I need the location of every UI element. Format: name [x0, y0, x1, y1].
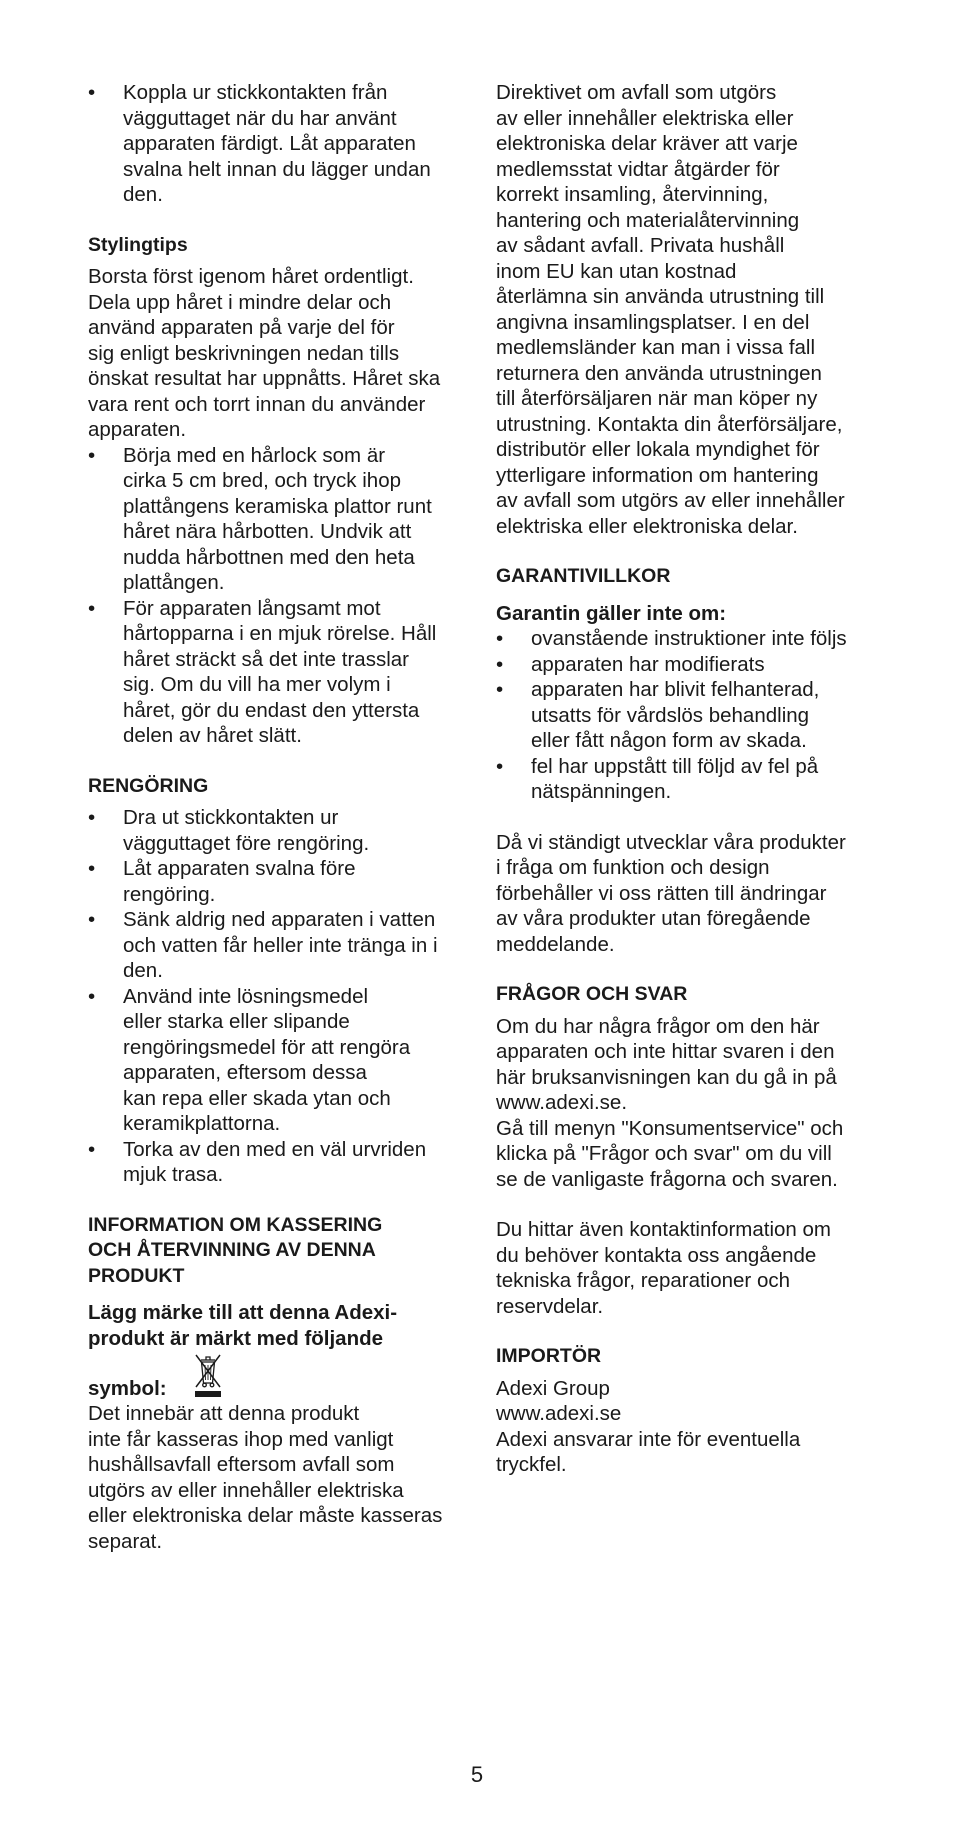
right-column: [496, 80, 876, 1478]
list-item-text: Låt apparaten svalna före rengöring.: [123, 857, 356, 906]
bullet-glyph: •: [496, 754, 504, 778]
list-item-text: Dra ut stickkontakten ur vägguttaget före rengöring.: [123, 806, 370, 855]
list-item-text: För apparaten långsamt mot hårtopparna i en mjuk rörelse. Håll håret sträckt så det inte trasslar sig. Om du vill ha mer volym i håret, gör du endast den yttersta delen av håret slätt.: [123, 596, 437, 747]
crossed-out-wheelie-bin-icon: [192, 1351, 224, 1399]
list-item-text: fel har uppstått till följd av fel på nätspänningen.: [531, 754, 819, 803]
list-item-text: Börja med en hårlock som är cirka 5 cm bred, och tryck ihop plattångens keramiska plattor runt håret nära hårbotten. Undvik att nudda hårbottnen med den heta plattången.: [123, 443, 432, 594]
list-item: [88, 856, 468, 907]
list-item: [88, 596, 468, 749]
list-item: [88, 443, 468, 596]
cleaning-heading: RENGÖRING: [88, 774, 209, 797]
list-item-text: Använd inte lösningsmedel eller starka eller slipande rengöringsmedel för att rengöra apparaten, eftersom dessa kan repa eller skada ytan och keramikplattorna.: [123, 984, 411, 1135]
list-item-text: Torka av den med en väl urvriden mjuk trasa.: [123, 1137, 427, 1186]
cleaning-bullet-list: [88, 805, 468, 1188]
bullet-glyph: •: [496, 627, 504, 650]
warranty-heading: GARANTIVILLKOR: [496, 565, 671, 587]
symbol-line: [88, 1351, 468, 1401]
bullet-glyph: •: [88, 857, 96, 880]
bullet-glyph: •: [88, 908, 96, 931]
faq-contact-text: Du hittar även kontaktinformation om du behöver kontakta oss angående tekniska frågor, reparationer och reservdelar.: [496, 1218, 831, 1318]
left-column: [88, 80, 468, 1554]
bullet-glyph: •: [88, 596, 96, 620]
disposal-heading: INFORMATION OM KASSERING OCH ÅTERVINNING AV DENNA PRODUKT: [88, 1213, 383, 1287]
intro-bullet-list: [88, 80, 468, 208]
disposal-text: Det innebär att denna produkt inte får kasseras ihop med vanligt hushållsavfall eftersom avfall som utgörs av eller innehåller elektriska eller elektroniska delar måste kasseras separat.: [88, 1402, 443, 1553]
list-item-text: ovanstående instruktioner inte följs: [531, 627, 847, 650]
page-number: 5: [470, 1762, 484, 1787]
symbol-label: symbol:: [88, 1376, 167, 1400]
faq-heading: FRÅGOR OCH SVAR: [496, 983, 688, 1005]
list-item: [496, 754, 876, 805]
bullet-glyph: •: [88, 443, 96, 467]
list-item-text: Koppla ur stickkontakten från vägguttaget när du har använt apparaten färdigt. Låt apparaten svalna helt innan du lägger undan den.: [123, 81, 431, 206]
bullet-glyph: •: [88, 806, 96, 829]
bullet-glyph: •: [88, 984, 96, 1008]
list-item: [496, 652, 876, 678]
warranty-subheading: Garantin gäller inte om:: [496, 601, 727, 625]
disposal-subheading: Lägg märke till att denna Adexi- produkt är märkt med följande: [88, 1301, 398, 1350]
faq-text: Om du har några frågor om den här apparaten och inte hittar svaren i den här bruksanvisningen kan du gå in på www.adexi.se. Gå till menyn "Konsumentservice" och klicka på "Frågor och svar" om du vill se de vanligaste frågorna och svaren.: [496, 1014, 844, 1191]
styling-text: Borsta först igenom håret ordentligt. Dela upp håret i mindre delar och använd apparaten på varje del för sig enligt beskrivningen nedan tills önskat resultat har uppnåtts. Håret ska vara rent och torrt innan du använder apparaten.: [88, 265, 441, 441]
list-item: [496, 677, 876, 754]
list-item-text: Sänk aldrig ned apparaten i vatten och vatten får heller inte tränga in i den.: [123, 908, 438, 982]
directive-text: Direktivet om avfall som utgörs av eller innehåller elektriska eller elektroniska delar kräver att varje medlemsstat vidtar åtgärder för korrekt insamling, återvinning, hantering och materialåtervinning av sådant avfall. Privata hushåll inom EU kan utan kostnad återlämna sin använda utrustning till angivna insamlingsplatser. I en del medlemsländer kan man i vissa fall returnera den använda utrustningen till återförsäljaren när man köper ny utrustning. Kontakta din återförsäljare, distributör eller lokala myndighet för ytterligare information om hantering av avfall som utgörs av eller innehåller elektriska eller elektroniska delar.: [496, 81, 845, 538]
list-item-text: apparaten har modifierats: [531, 652, 765, 676]
warranty-bullet-list: [496, 626, 876, 805]
warranty-text: Då vi ständigt utvecklar våra produkter i fråga om funktion och design förbehåller vi oss rätten till ändringar av våra produkter utan föregående meddelande.: [496, 830, 846, 956]
list-item: [88, 1137, 468, 1188]
bullet-glyph: •: [88, 81, 96, 104]
list-item: [88, 805, 468, 856]
styling-bullet-list: [88, 443, 468, 749]
list-item: [88, 984, 468, 1137]
list-item-text: apparaten har blivit felhanterad, utsatts för vårdslös behandling eller fått någon form av skada.: [531, 678, 820, 752]
list-item: [496, 626, 876, 652]
importer-heading: IMPORTÖR: [496, 1345, 602, 1367]
list-item: [88, 80, 468, 208]
bullet-glyph: •: [496, 652, 504, 676]
bullet-glyph: •: [88, 1137, 96, 1161]
importer-text: Adexi Group www.adexi.se Adexi ansvarar inte för eventuella tryckfel.: [496, 1376, 801, 1476]
bullet-glyph: •: [496, 678, 504, 701]
styling-heading: Stylingtips: [88, 233, 188, 256]
list-item: [88, 907, 468, 984]
